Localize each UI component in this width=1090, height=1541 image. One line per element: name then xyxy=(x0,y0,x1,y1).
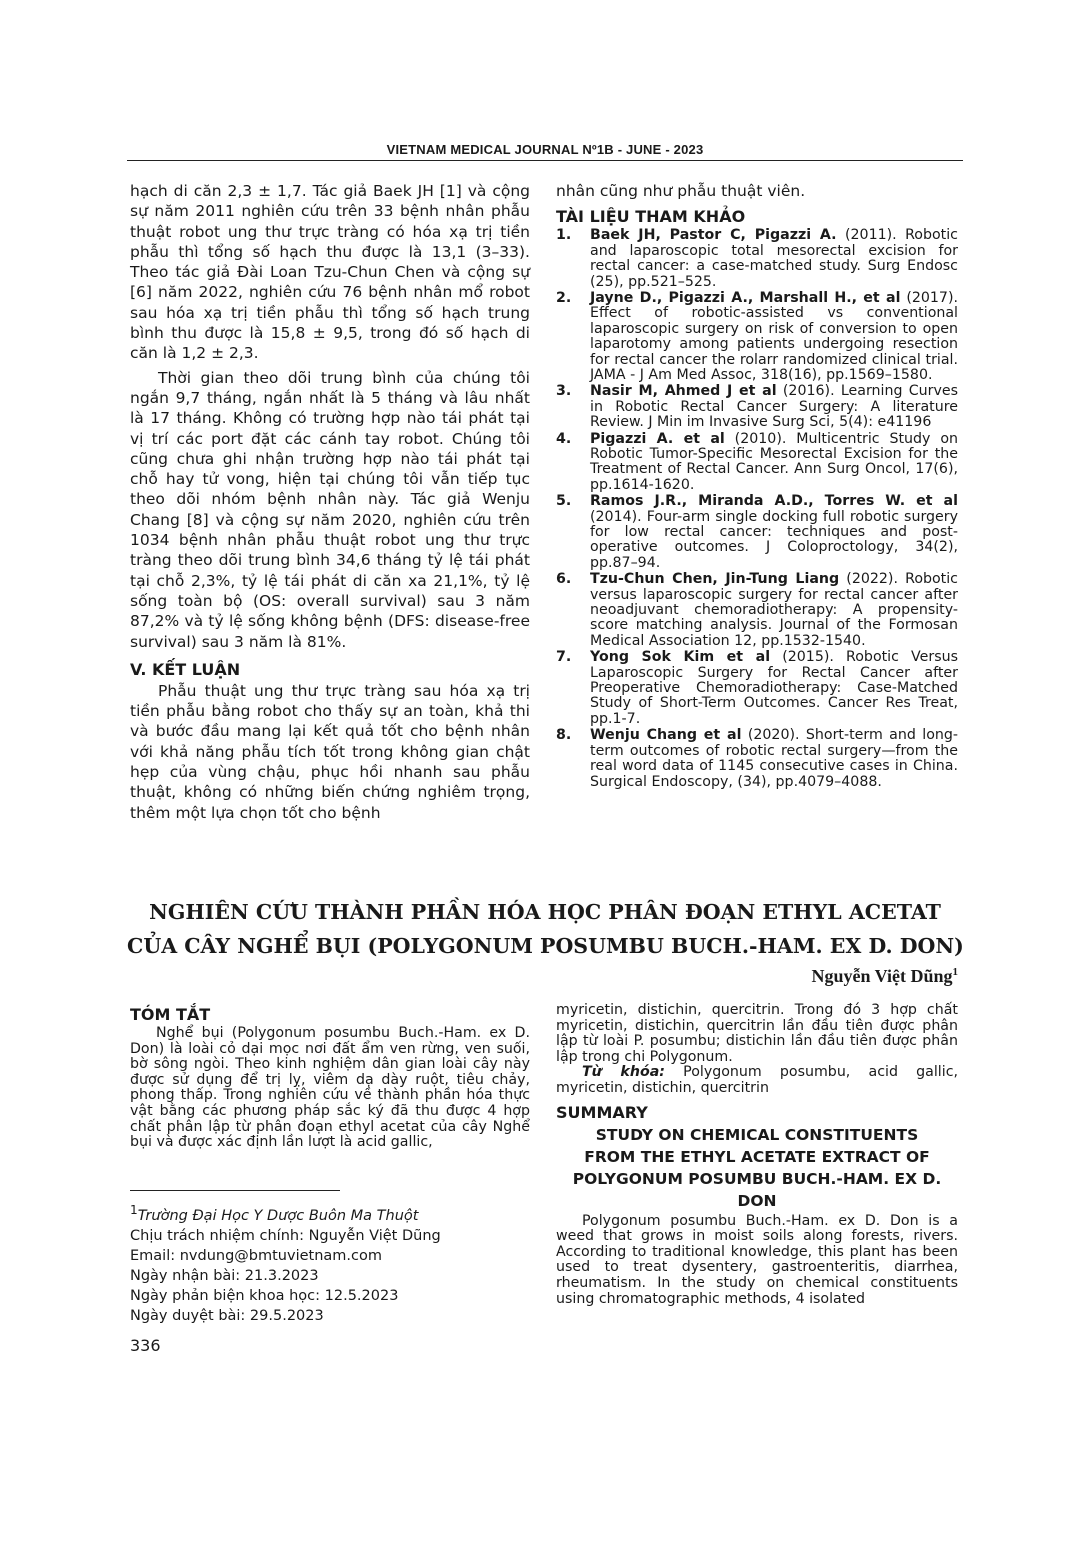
reference-item: 2. Jayne D., Pigazzi A., Marshall H., et al (2017). Effect of robotic-assisted vs conventional laparoscopic surgery on risk of conversion to open laparotomy among patients undergoing resection for rectal cancer the rolarr randomized clinical trial. JAMA - J Am Med Assoc, 318(16), pp.1569–1580. xyxy=(556,289,959,383)
right-column-bottom xyxy=(556,1003,958,1307)
footnotes xyxy=(130,1200,530,1326)
journal-header: VIETNAM MEDICAL JOURNAL Nº1B - JUNE - 2023 xyxy=(386,142,704,157)
reference-item: 7. Yong Sok Kim et al (2015). Robotic Versus Laparoscopic Surgery for Rectal Cancer after Preoperative Chemoradiotherapy: Case-Matched Study of Short-Term Outcomes. Cancer Res Treat, pp.1-7. xyxy=(556,649,958,727)
keywords: Từ khóa: Polygonum posumbu, acid gallic, myricetin, distichin, quercitrin xyxy=(556,1064,958,1096)
paragraph-follow-up: Thời gian theo dõi trung bình của chúng tôi ngắn 9,7 tháng, ngắn nhất là 5 tháng và lâu nhất là 17 tháng. Không có trường hợp nào tái phát tại vị trí các port đặt các cánh tay robot. Chúng tôi cũng chưa ghi nhận trường hợp nào tái phát tại chỗ hay tử vong, hiện tại chúng tôi vẫn tiếp tục theo dõi nhóm bệnh nhân này. Tác giả Wenju Chang [8] và cộng sự năm 2020, nghiên cứu trên 1034 bệnh nhân phẫu thuật robot ung thư trực tràng theo dõi trung bình 34,6 tháng tỷ lệ tái phát tại chỗ 2,3%, tỷ lệ tái phát di căn xa 21,1%, tỷ lệ sống toàn bộ (OS: overall survival) sau 3 năm 87,2% và tỷ lệ sống không bệnh (DFS: disease-free survival) sau 3 năm là 81%. xyxy=(130,368,530,651)
english-title: STUDY ON CHEMICAL CONSTITUENTS FROM THE ETHYL ACETATE EXTRACT OF POLYGONUM POSUMBU BUCH.-HAM. EX D. DON xyxy=(572,1125,942,1210)
footnote-rule xyxy=(130,1190,340,1191)
reference-item: 6. Tzu-Chun Chen, Jin-Tung Liang (2022). Robotic versus laparoscopic surgery for rectal cancer after neoadjuvant chemoradiotherapy: A propensity-score matching analysis. Journal of the Formosan Medical Association 12, pp.1532-1540. xyxy=(556,571,958,649)
article-title xyxy=(127,895,963,963)
article-title-line-2: CỦA CÂY NGHỂ BỤI (POLYGONUM POSUMBU BUCH.-HAM. EX D. DON) xyxy=(127,934,964,958)
footnote-received: Ngày nhận bài: 21.3.2023 xyxy=(130,1267,319,1284)
footnote-reviewed: Ngày phản biện khoa học: 12.5.2023 xyxy=(130,1287,399,1304)
abstract-paragraph: Nghể bụi (Polygonum posumbu Buch.-Ham. ex D. Don) là loài cỏ dại mọc nơi đất ẩm ven rừng, ven suối, bờ sông ngòi. Theo kinh nghiệm dân gian loài cây này được sử dụng để trị lỵ, viêm dạ dày ruột, tiêu chảy, phong thấp. Trong nghiên cứu về thành phần hóa thực vật bằng các phương pháp sắc ký đã thu được 4 hợp chất phân lập từ phân đoạn ethyl acetat của cây Nghể bụi và được xác định lần lượt là acid gallic, xyxy=(130,1025,530,1151)
footnote-email: Email: nvdung@bmtuvietnam.com xyxy=(130,1247,382,1264)
paragraph-continuation: nhân cũng như phẫu thuật viên. xyxy=(556,182,806,200)
paragraph-conclusion: Phẫu thuật ung thư trực tràng sau hóa xạ trị tiền phẫu bằng robot cho thấy sự an toàn, khả thi và bước đầu mang lại kết quả tốt cho bệnh nhân với khả năng phẫu tích tốt trong không gian chật hẹp của vùng chậu, phục hồi nhanh sau phẫu thuật, không có những biến chứng nghiêm trọng, thêm một lựa chọn tốt cho bệnh xyxy=(130,681,530,822)
reference-item: 8. Wenju Chang et al (2020). Short-term and long-term outcomes of robotic rectal surgery—from the real word data of 1145 consecutive cases in China. Surgical Endoscopy, (34), pp.4079–4088. xyxy=(556,727,958,790)
paragraph-lymph-nodes: hạch di căn 2,3 ± 1,7. Tác giả Baek JH [1] và cộng sự năm 2011 nghiên cứu trên 33 bệnh nhân phẫu thuật robot ung thư trực tràng có hóa xạ trị tiền phẫu thì tổng số hạch thu được là 13,1 (3–33). Theo tác giả Đài Loan Tzu-Chun Chen và cộng sự [6] năm 2022, nghiên cứu 76 bệnh nhân mổ robot sau hóa xạ trị tiền phẫu thì tổng số hạch trung bình thu được là 15,8 ± 9,5, trong đó số hạch di căn là 1,2 ± 2,3. xyxy=(130,182,530,363)
references-heading: TÀI LIỆU THAM KHẢO xyxy=(556,207,746,227)
footnote-affiliation: $^1$Trường Đại Học Y Dược Buôn Ma Thuột xyxy=(130,1203,419,1224)
summary-paragraph: Polygonum posumbu Buch.-Ham. ex D. Don is a weed that grows in moist soils along forests, rivers. According to traditional knowledge, this plant has been used to treat dysentery, gastroenteritis, diarrhea, rheumatism. In the study on chemical constituents using chromatographic methods, 4 isolated xyxy=(556,1212,958,1307)
reference-item: 3. Nasir M, Ahmed J et al (2016). Learning Curves in Robotic Rectal Cancer Surgery: A literature Review. J Min im Invasive Surg Sci, 5(4): e41196 xyxy=(556,383,958,431)
left-column-bottom xyxy=(130,1005,530,1151)
footnote-approved: Ngày duyệt bài: 29.5.2023 xyxy=(130,1307,324,1324)
footnote-responsible: Chịu trách nhiệm chính: Nguyễn Việt Dũng xyxy=(130,1227,441,1244)
reference-item: 4. Pigazzi A. et al (2010). Multicentric Study on Robotic Tumor-Specific Mesorectal Excision for the Treatment of Rectal Cancer. Ann Surg Oncol, 17(6), pp.1614-1620. xyxy=(556,430,958,493)
left-column-top xyxy=(130,181,530,823)
reference-item: 5. Ramos J.R., Miranda A.D., Torres W. et al (2014). Four-arm single docking full robotic surgery for low rectal cancer: techniques and post-operative outcomes. J Coloproctology, 34(2), pp.87–94. xyxy=(556,493,958,571)
reference-item: 1. Baek JH, Pastor C, Pigazzi A. (2011). Robotic and laparoscopic total mesorectal excision for rectal cancer: a case-matched study. Surg Endosc (25), pp.521–525. xyxy=(556,227,958,290)
reference-list xyxy=(556,228,958,790)
conclusion-heading: V. KẾT LUẬN xyxy=(130,659,241,679)
article-title-line-1: NGHIÊN CỨU THÀNH PHẦN HÓA HỌC PHÂN ĐOẠN ETHYL ACETAT xyxy=(149,900,941,924)
abstract-heading: TÓM TẮT xyxy=(130,1005,211,1024)
summary-heading: SUMMARY xyxy=(556,1102,648,1122)
article-author: Nguyễn Việt Dũng$^1$ xyxy=(811,966,958,986)
header-rule xyxy=(127,160,963,161)
page-number: 336 xyxy=(130,1336,161,1355)
right-column-top xyxy=(556,181,958,791)
abstract-continuation: myricetin, distichin, quercitrin. Trong đó 3 hợp chất myricetin, distichin, quercitrin lần đầu tiên được phân lập từ loài P. posumbu; distichin lần đầu tiên được phân lập trong chi Polygonum. xyxy=(556,1002,958,1065)
